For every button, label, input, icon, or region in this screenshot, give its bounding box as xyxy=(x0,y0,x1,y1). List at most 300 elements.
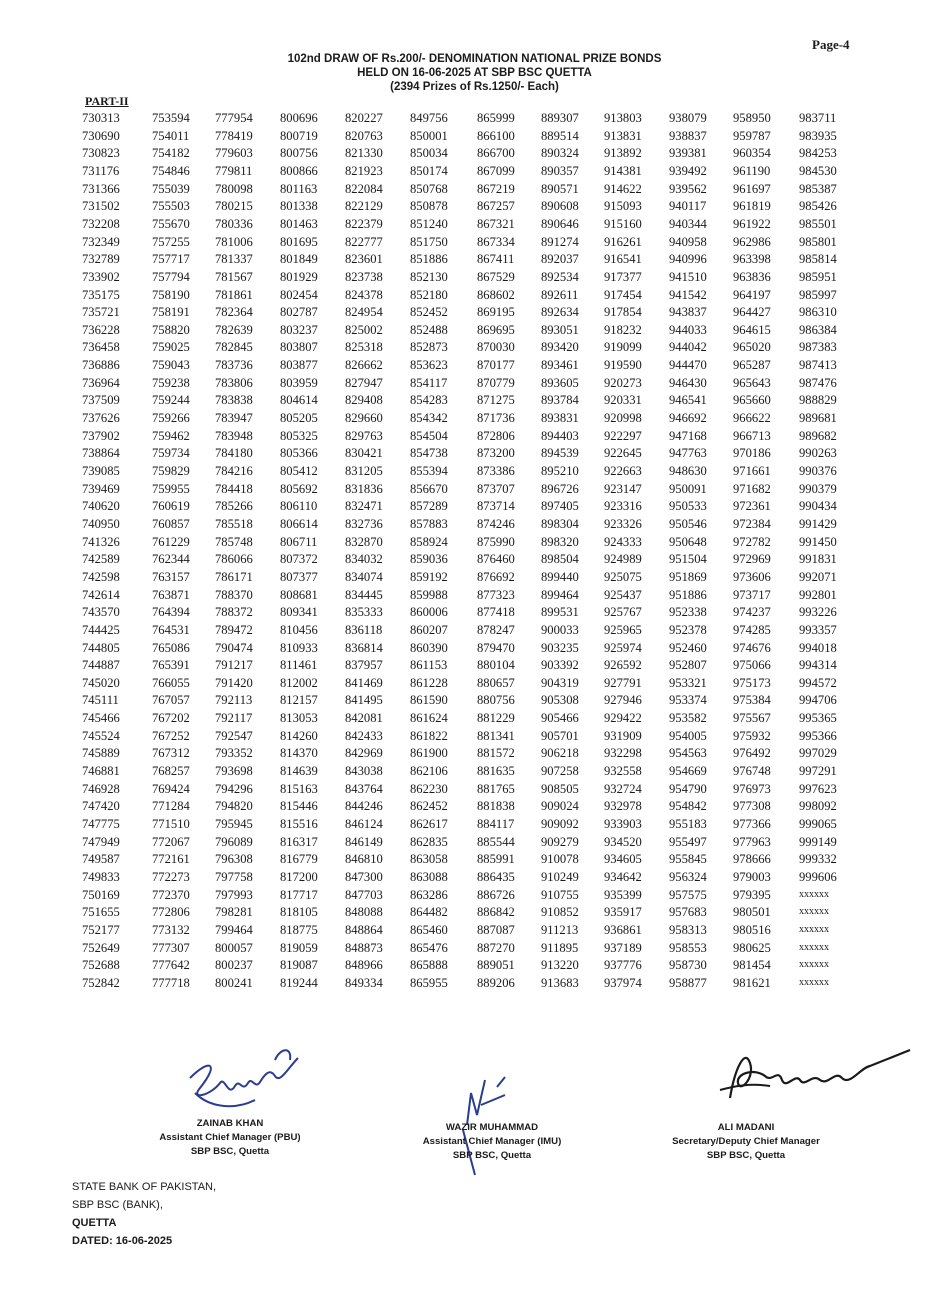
bond-number: 889307 xyxy=(541,111,579,125)
bond-number: 801929 xyxy=(280,269,318,284)
bond-number: 814260 xyxy=(280,728,318,743)
bond-number: 822379 xyxy=(345,216,383,231)
bond-number: 870177 xyxy=(477,358,515,373)
bond-number: 851240 xyxy=(410,216,448,231)
bond-number: 910078 xyxy=(541,852,579,867)
bond-number: xxxxxx xyxy=(799,906,829,918)
bond-number: 793352 xyxy=(215,746,253,761)
bond-number: 910755 xyxy=(541,887,579,902)
bond-number: 789472 xyxy=(215,622,253,637)
bond-number: 965020 xyxy=(733,340,771,355)
issuer-address xyxy=(72,1178,216,1250)
bond-number: 849756 xyxy=(410,111,448,125)
bond-number: 777718 xyxy=(152,975,190,990)
bond-number: 937776 xyxy=(604,958,642,973)
bond-number: 995366 xyxy=(799,728,837,743)
bond-number: 978666 xyxy=(733,852,771,867)
bond-number: 765086 xyxy=(152,640,190,655)
bond-number: 951504 xyxy=(669,552,707,567)
bond-number: 747420 xyxy=(82,799,120,814)
bond-number: 891274 xyxy=(541,234,579,249)
bond-number: 957575 xyxy=(669,887,707,902)
bond-number: 909279 xyxy=(541,834,579,849)
bond-number: 972782 xyxy=(733,534,771,549)
bond-number: 932978 xyxy=(604,799,642,814)
bond-number: 825002 xyxy=(345,322,383,337)
bond-number: 919099 xyxy=(604,340,642,355)
bond-number: 834445 xyxy=(345,587,383,602)
bond-number: 995365 xyxy=(799,711,837,726)
bond-number: 987476 xyxy=(799,375,837,390)
bond-number: 731502 xyxy=(82,199,120,214)
bond-number: 785748 xyxy=(215,534,253,549)
bond-number: 893605 xyxy=(541,375,579,390)
bond-number: 844246 xyxy=(345,799,383,814)
bond-number: 843038 xyxy=(345,764,383,779)
bond-number: 867219 xyxy=(477,181,515,196)
bond-number: 880756 xyxy=(477,693,515,708)
bond-number: 841469 xyxy=(345,675,383,690)
prize-count: (2394 Prizes of Rs.1250/- Each) xyxy=(390,81,559,93)
bond-number: 881341 xyxy=(477,728,515,743)
bond-number: 974285 xyxy=(733,622,771,637)
bond-number: 965660 xyxy=(733,393,771,408)
bond-number: 861900 xyxy=(410,746,448,761)
bond-number: 801849 xyxy=(280,252,318,267)
bond-number: 893461 xyxy=(541,358,579,373)
bond-number: 992071 xyxy=(799,569,837,584)
bond-number: 890357 xyxy=(541,163,579,178)
bond-number: 824954 xyxy=(345,305,383,320)
bond-number: 812002 xyxy=(280,675,318,690)
bond-number: 800237 xyxy=(215,958,253,973)
bond-number: 735175 xyxy=(82,287,120,302)
bond-number: 953582 xyxy=(669,711,707,726)
bond-number: 875990 xyxy=(477,534,515,549)
bond-number: 751655 xyxy=(82,905,120,920)
bond-number: 794820 xyxy=(215,799,253,814)
bond-number: 966713 xyxy=(733,428,771,443)
bond-number: 990263 xyxy=(799,446,837,461)
bond-number: 830421 xyxy=(345,446,383,461)
bond-number: 822129 xyxy=(345,199,383,214)
bond-number: 954790 xyxy=(669,781,707,796)
bond-number: 846810 xyxy=(345,852,383,867)
bond-number: 759829 xyxy=(152,464,190,478)
bond-number: 919590 xyxy=(604,358,642,373)
bond-number: 783947 xyxy=(215,411,253,426)
bond-number: 935917 xyxy=(604,905,642,920)
bond-number: 913683 xyxy=(541,975,579,990)
bond-number: 915160 xyxy=(604,216,642,231)
bond-number: 796308 xyxy=(215,852,253,867)
bond-number: 913803 xyxy=(604,111,642,125)
bond-number: 781337 xyxy=(215,252,253,267)
bond-number: 847703 xyxy=(345,887,383,902)
bond-number: 759025 xyxy=(152,340,190,355)
bond-number: 749833 xyxy=(82,869,120,884)
bond-number: 825318 xyxy=(345,340,383,355)
bond-number: 772161 xyxy=(152,852,190,867)
bond-number: 819244 xyxy=(280,975,318,990)
bond-number: 788370 xyxy=(215,587,253,602)
bond-number: 763871 xyxy=(152,587,190,602)
bond-number: 841495 xyxy=(345,693,383,708)
bond-number: 951869 xyxy=(669,569,707,584)
bond-number: 863286 xyxy=(410,887,448,902)
bond-number: 750169 xyxy=(82,887,120,902)
bond-number: 861153 xyxy=(410,658,448,673)
bond-number: 857289 xyxy=(410,499,448,514)
bond-number: 852873 xyxy=(410,340,448,355)
bond-number: 759238 xyxy=(152,375,190,390)
bond-number: 899531 xyxy=(541,605,579,620)
bond-number: 947168 xyxy=(669,428,707,443)
bond-number: 768257 xyxy=(152,764,190,779)
bond-number: 758190 xyxy=(152,287,190,302)
bond-number: 782639 xyxy=(215,322,253,337)
bond-number: 889051 xyxy=(477,958,515,973)
bond-number: 847300 xyxy=(345,869,383,884)
bond-number: 880657 xyxy=(477,675,515,690)
bond-number: 975066 xyxy=(733,658,771,673)
bond-number: 800719 xyxy=(280,128,318,143)
bond-number: 985801 xyxy=(799,234,837,249)
bond-number: 892634 xyxy=(541,305,579,320)
bond-number: 938079 xyxy=(669,111,707,125)
bond-number: 925965 xyxy=(604,622,642,637)
bond-number: 893420 xyxy=(541,340,579,355)
bond-number: 889206 xyxy=(477,975,515,990)
bond-number: 744887 xyxy=(82,658,120,673)
bond-number: 858924 xyxy=(410,534,448,549)
bond-number: 801463 xyxy=(280,216,318,231)
bond-number: 952807 xyxy=(669,658,707,673)
bond-number: 862230 xyxy=(410,781,448,796)
bond-number: 940996 xyxy=(669,252,707,267)
branch-name: SBP BSC (BANK), xyxy=(72,1199,163,1211)
bond-number: 913831 xyxy=(604,128,642,143)
bond-number: 733902 xyxy=(82,269,120,284)
bond-number: 803959 xyxy=(280,375,318,390)
bond-number: 767202 xyxy=(152,711,190,726)
bond-number: 773132 xyxy=(152,922,190,937)
bond-number: 867334 xyxy=(477,234,515,249)
bond-number: 792117 xyxy=(215,711,253,726)
bond-number: 909024 xyxy=(541,799,579,814)
bond-number: 943837 xyxy=(669,305,707,320)
bond-number: 958313 xyxy=(669,922,707,937)
bond-number: 800057 xyxy=(215,940,253,955)
bond-number: 747949 xyxy=(82,834,120,849)
bond-number: 730690 xyxy=(82,128,120,143)
bond-number: 780098 xyxy=(215,181,253,196)
bond-number: 973606 xyxy=(733,569,771,584)
bond-number: 944042 xyxy=(669,340,707,355)
bond-number: 741326 xyxy=(82,534,120,549)
bond-number: 987383 xyxy=(799,340,837,355)
bond-number: 977366 xyxy=(733,817,771,831)
bond-number: 766055 xyxy=(152,675,190,690)
bond-number: 814370 xyxy=(280,746,318,761)
bond-number: 946692 xyxy=(669,411,707,426)
bond-number: 821330 xyxy=(345,146,383,161)
bond-number: 772273 xyxy=(152,869,190,884)
bond-number: 809341 xyxy=(280,605,318,620)
bond-number: 905308 xyxy=(541,693,579,708)
bond-number: 855394 xyxy=(410,464,448,478)
bond-number: xxxxxx xyxy=(799,959,829,971)
bond-number: 832736 xyxy=(345,516,383,531)
bond-number: 953321 xyxy=(669,675,707,690)
bond-number: 783736 xyxy=(215,358,253,373)
bond-number: 994706 xyxy=(799,693,837,708)
bond-number: 908505 xyxy=(541,781,579,796)
bond-number: 764394 xyxy=(152,605,190,620)
bond-number: 823601 xyxy=(345,252,383,267)
bond-number: 958950 xyxy=(733,111,771,125)
bond-number: 899440 xyxy=(541,569,579,584)
city-name: QUETTA xyxy=(72,1217,117,1229)
bond-number: 963398 xyxy=(733,252,771,267)
bond-number: 937974 xyxy=(604,975,642,990)
bond-number: 783806 xyxy=(215,375,253,390)
bond-number: 905701 xyxy=(541,728,579,743)
bond-number: 818105 xyxy=(280,905,318,920)
bond-number: 914381 xyxy=(604,163,642,178)
bond-number: 981454 xyxy=(733,958,771,973)
bond-number: 827947 xyxy=(345,375,383,390)
bond-number: 950091 xyxy=(669,481,707,496)
bond-number: 761229 xyxy=(152,534,190,549)
bond-number: 769424 xyxy=(152,781,190,796)
draw-venue: HELD ON 16-06-2025 AT SBP BSC QUETTA xyxy=(357,67,592,79)
bond-number: 814639 xyxy=(280,764,318,779)
bond-number: 911213 xyxy=(541,922,579,937)
bond-number: 903235 xyxy=(541,640,579,655)
bond-number: 752649 xyxy=(82,940,120,955)
bond-number: 826662 xyxy=(345,358,383,373)
bond-number: 952460 xyxy=(669,640,707,655)
bond-number: 977308 xyxy=(733,799,771,814)
bond-number: 815516 xyxy=(280,817,318,831)
bond-number: 823738 xyxy=(345,269,383,284)
bond-number: 961697 xyxy=(733,181,771,196)
bond-number: 906218 xyxy=(541,746,579,761)
bond-number: 811461 xyxy=(280,658,318,673)
bond-number: 866100 xyxy=(477,128,515,143)
bond-number: 806614 xyxy=(280,516,318,531)
bond-number: 821923 xyxy=(345,163,383,178)
bond-number: 958553 xyxy=(669,940,707,955)
bond-number: 862106 xyxy=(410,764,448,779)
bond-number: 796089 xyxy=(215,834,253,849)
bond-number: 935399 xyxy=(604,887,642,902)
bond-number: 737626 xyxy=(82,411,120,426)
bond-number: 822084 xyxy=(345,181,383,196)
bond-number: 755503 xyxy=(152,199,190,214)
bond-number: 854342 xyxy=(410,411,448,426)
bond-number: 865476 xyxy=(410,940,448,955)
bond-number: 848864 xyxy=(345,922,383,937)
bond-number: 903392 xyxy=(541,658,579,673)
bond-number: 736458 xyxy=(82,340,120,355)
bond-number: 831836 xyxy=(345,481,383,496)
bond-number: 881635 xyxy=(477,764,515,779)
bond-number: 754182 xyxy=(152,146,190,161)
bond-number: 746881 xyxy=(82,764,120,779)
signatory-3 xyxy=(648,1121,844,1163)
bond-number: 807372 xyxy=(280,552,318,567)
bond-number: 817200 xyxy=(280,869,318,884)
bond-number: 985387 xyxy=(799,181,837,196)
bond-number: 878247 xyxy=(477,622,515,637)
bond-number: 862835 xyxy=(410,834,448,849)
bond-number: 848966 xyxy=(345,958,383,973)
bond-number: 836814 xyxy=(345,640,383,655)
bond-number: 736886 xyxy=(82,358,120,373)
bond-number: 767057 xyxy=(152,693,190,708)
bond-number: 965643 xyxy=(733,375,771,390)
bond-number: 829660 xyxy=(345,411,383,426)
signatory-name: WAZIR MUHAMMAD xyxy=(445,1122,539,1133)
bond-number: 792113 xyxy=(215,693,253,708)
bond-number: 829763 xyxy=(345,428,383,443)
bond-number: 876692 xyxy=(477,569,515,584)
bond-number: 854738 xyxy=(410,446,448,461)
bond-number: 860006 xyxy=(410,605,448,620)
bond-number: 793698 xyxy=(215,764,253,779)
bond-number: 856670 xyxy=(410,481,448,496)
bond-number: 947763 xyxy=(669,446,707,461)
bond-number: 852180 xyxy=(410,287,448,302)
bond-number: 767312 xyxy=(152,746,190,761)
bond-number: 738864 xyxy=(82,446,120,461)
signatory-1 xyxy=(140,1117,320,1159)
bond-number: 960354 xyxy=(733,146,771,161)
bond-number: 745466 xyxy=(82,711,120,726)
bond-number: 804614 xyxy=(280,393,318,408)
bond-number: 890646 xyxy=(541,216,579,231)
bond-number: 885991 xyxy=(477,852,515,867)
bond-number: 854117 xyxy=(410,375,448,390)
bank-name: STATE BANK OF PAKISTAN, xyxy=(72,1181,217,1193)
bond-number: 850878 xyxy=(410,199,448,214)
bond-number: 923326 xyxy=(604,516,642,531)
bond-number: 925767 xyxy=(604,605,642,620)
bond-number: 955845 xyxy=(669,852,707,867)
bond-number: 735721 xyxy=(82,305,120,320)
bond-number: 986384 xyxy=(799,322,837,337)
bond-number: 807377 xyxy=(280,569,318,584)
bond-number: 818775 xyxy=(280,922,318,937)
bond-number: 892534 xyxy=(541,269,579,284)
bond-number: 803877 xyxy=(280,358,318,373)
bond-number: 800866 xyxy=(280,163,318,178)
bond-number: 922663 xyxy=(604,464,642,478)
bond-number: 983711 xyxy=(799,111,837,125)
bond-number: 889514 xyxy=(541,128,579,143)
bond-number: 980516 xyxy=(733,922,771,937)
bond-number: 771510 xyxy=(152,817,190,831)
bond-number: 865955 xyxy=(410,975,448,990)
bond-number: 842969 xyxy=(345,746,383,761)
bond-number: 880104 xyxy=(477,658,515,673)
bond-number: 894403 xyxy=(541,428,579,443)
bond-number: 805325 xyxy=(280,428,318,443)
bond-number: 887087 xyxy=(477,922,515,937)
bond-number: 917854 xyxy=(604,305,642,320)
bond-number: 984253 xyxy=(799,146,837,161)
bond-number: 868602 xyxy=(477,287,515,302)
bond-number: 931909 xyxy=(604,728,642,743)
bond-number: 984530 xyxy=(799,163,837,178)
bond-number: 988829 xyxy=(799,393,837,408)
bond-number: 922297 xyxy=(604,428,642,443)
bond-number: 865460 xyxy=(410,922,448,937)
bond-number: 893831 xyxy=(541,411,579,426)
bond-number: 732208 xyxy=(82,216,120,231)
bond-number: 980625 xyxy=(733,940,771,955)
bond-number: 859192 xyxy=(410,569,448,584)
signatory-office: SBP BSC, Quetta xyxy=(706,1150,786,1161)
bond-number: 759462 xyxy=(152,428,190,443)
bond-number: 755670 xyxy=(152,216,190,231)
bond-number: 854283 xyxy=(410,393,448,408)
bond-number: 824378 xyxy=(345,287,383,302)
bond-number: 905466 xyxy=(541,711,579,726)
bond-number: 800756 xyxy=(280,146,318,161)
bond-number: 983935 xyxy=(799,128,837,143)
bond-number: 820227 xyxy=(345,111,383,125)
bond-number: 886726 xyxy=(477,887,515,902)
bond-number: 976748 xyxy=(733,764,771,779)
bond-number: 974237 xyxy=(733,605,771,620)
bond-number: 997029 xyxy=(799,746,837,761)
bond-number: 849334 xyxy=(345,975,383,990)
bond-number: 954563 xyxy=(669,746,707,761)
issue-date: DATED: 16-06-2025 xyxy=(72,1235,173,1247)
bond-number: 848088 xyxy=(345,905,383,920)
bond-number: 920998 xyxy=(604,411,642,426)
bond-number: 746928 xyxy=(82,781,120,796)
bond-number: 893784 xyxy=(541,393,579,408)
bond-number: 904319 xyxy=(541,675,579,690)
bond-number: 924989 xyxy=(604,552,642,567)
bond-number: 754846 xyxy=(152,163,190,178)
bond-number: 953374 xyxy=(669,693,707,708)
bond-number: 786171 xyxy=(215,569,253,584)
bond-number: 781861 xyxy=(215,287,253,302)
bond-number: 859036 xyxy=(410,552,448,567)
bond-number: 851886 xyxy=(410,252,448,267)
bond-number: 739469 xyxy=(82,481,120,496)
bond-number: 952378 xyxy=(669,622,707,637)
bond-number: 923316 xyxy=(604,499,642,514)
bond-number: 923147 xyxy=(604,481,642,496)
bond-number: 797993 xyxy=(215,887,253,902)
bond-number: 806110 xyxy=(280,499,318,514)
bond-number: 732789 xyxy=(82,252,120,267)
bond-number: 813053 xyxy=(280,711,318,726)
bond-number: 866700 xyxy=(477,146,515,161)
bond-number: 780215 xyxy=(215,199,253,214)
bond-number: 873386 xyxy=(477,464,515,478)
bond-number: 864482 xyxy=(410,905,448,920)
bond-number: 877418 xyxy=(477,605,515,620)
bond-number: 800696 xyxy=(280,111,318,125)
bond-number: 941510 xyxy=(669,269,707,284)
